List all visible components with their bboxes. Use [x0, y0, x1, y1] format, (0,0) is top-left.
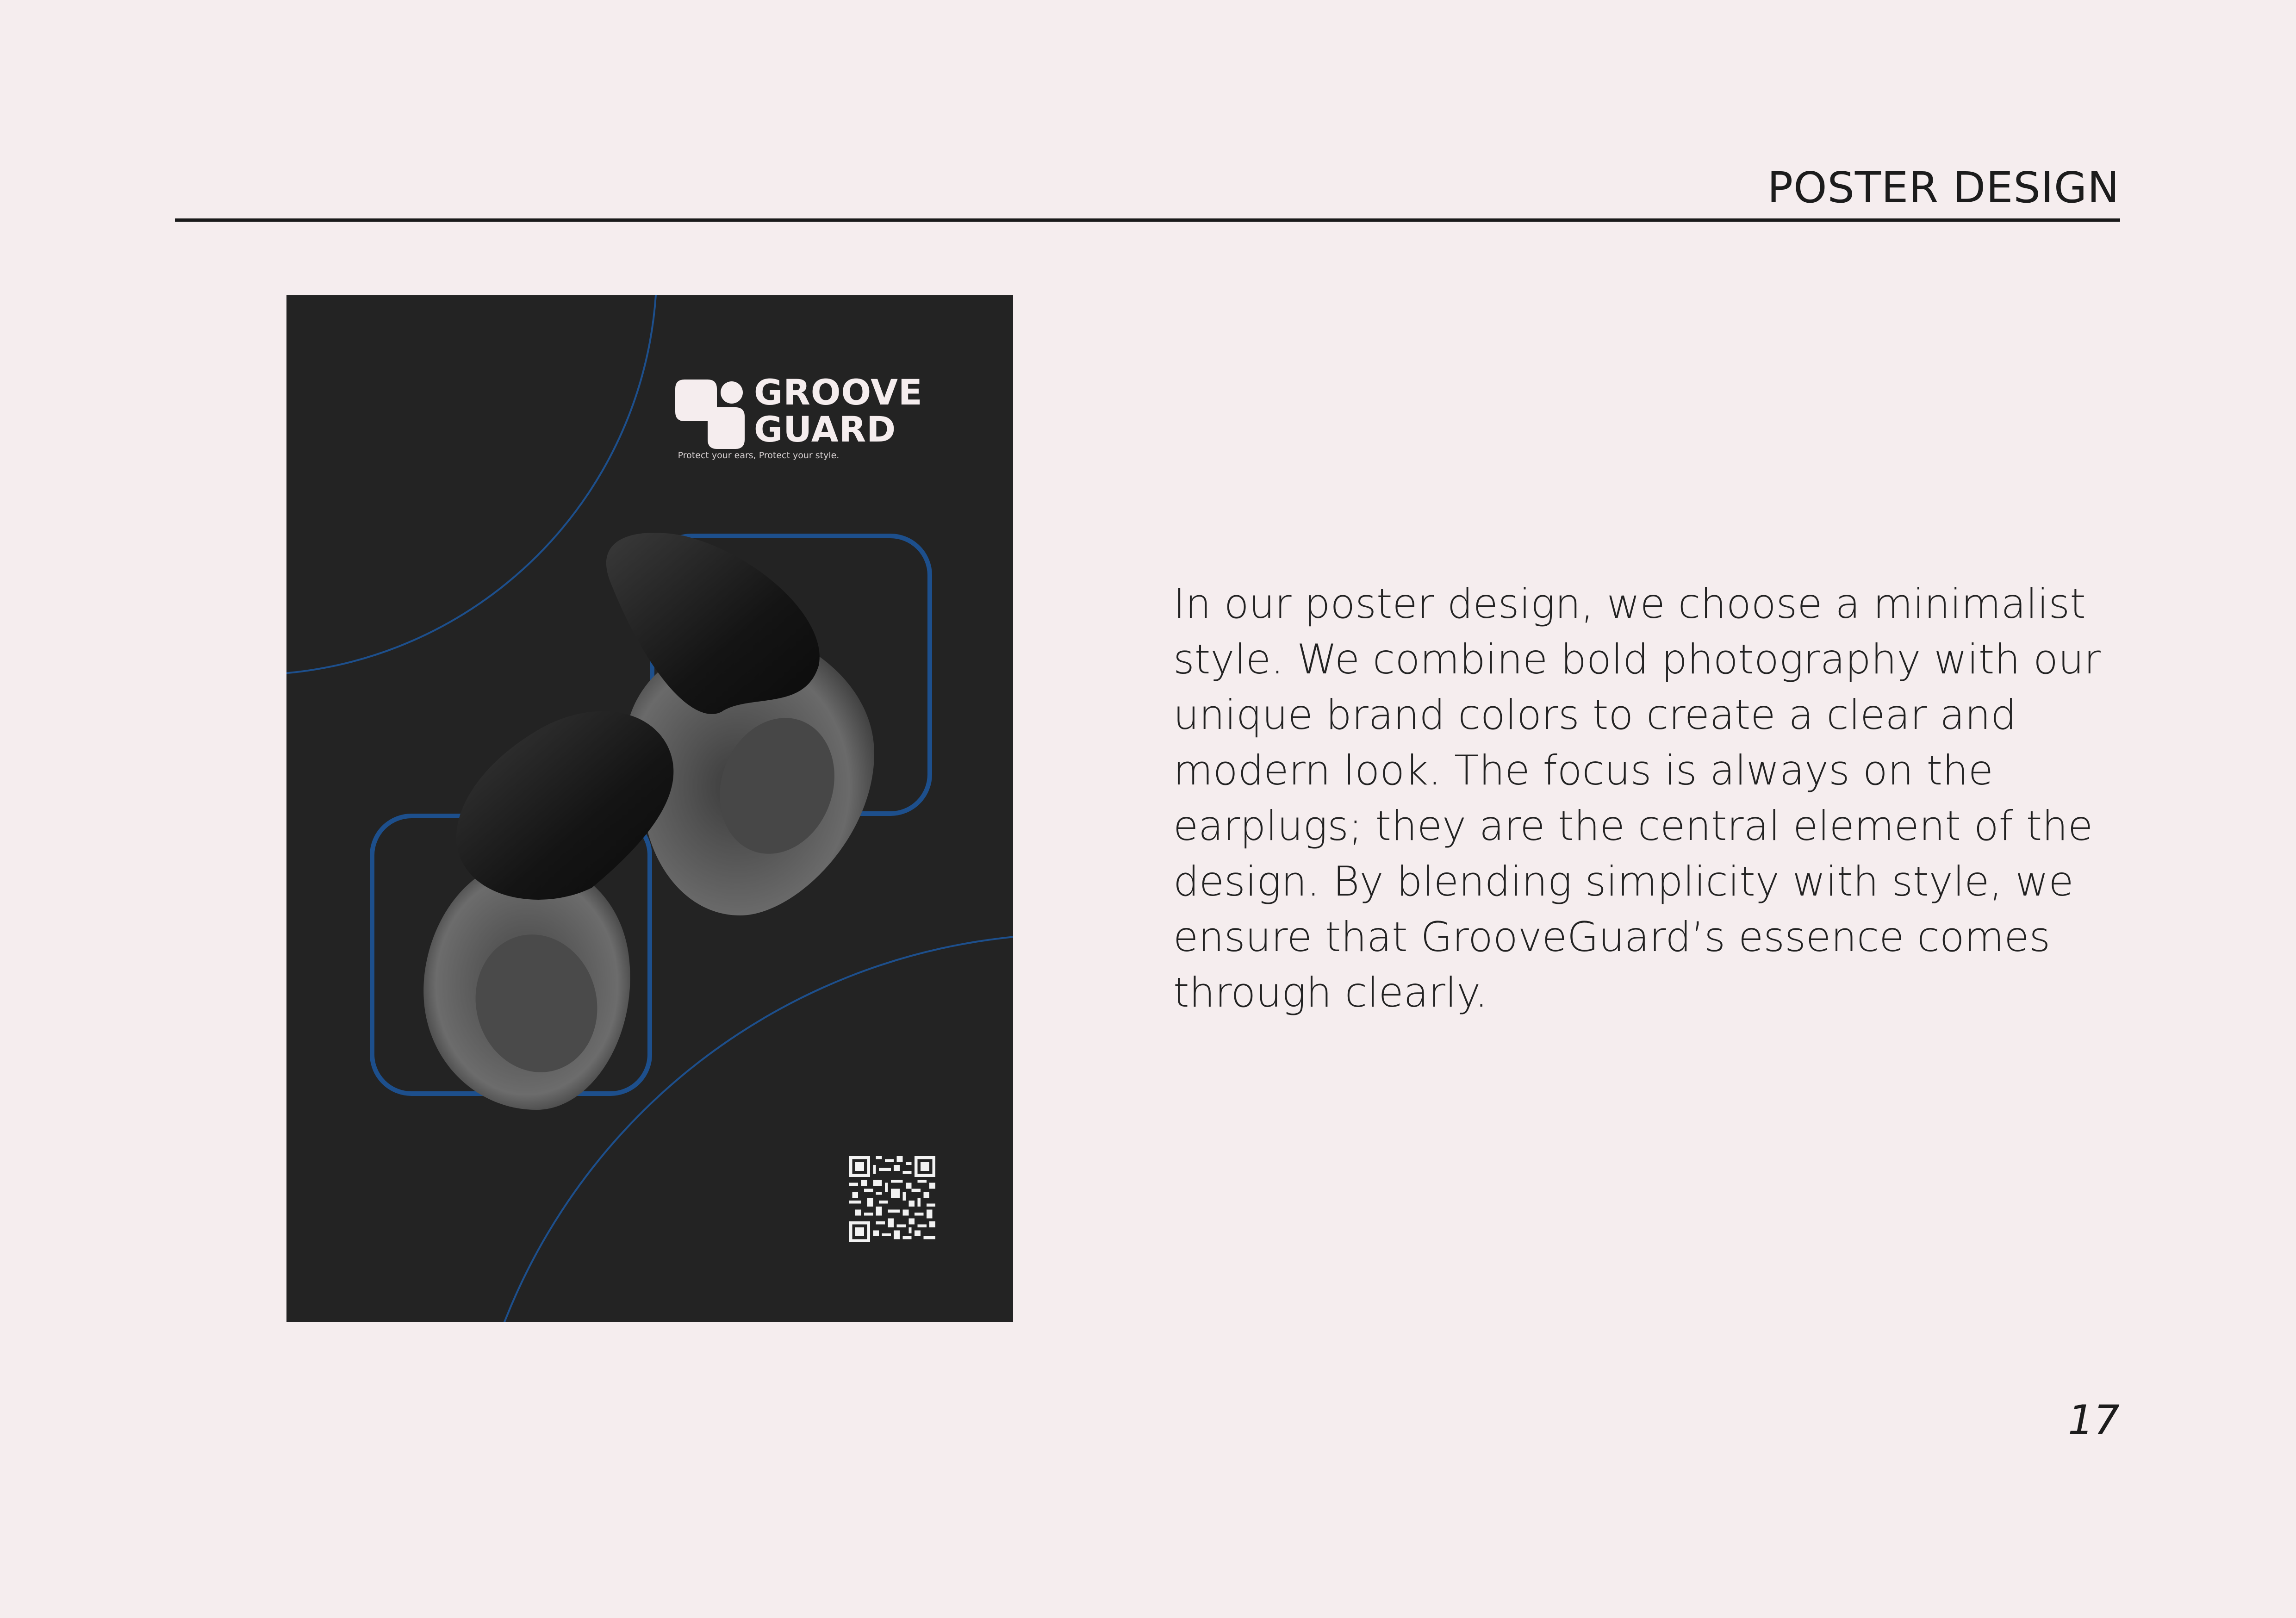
section-title: POSTER DESIGN	[1767, 163, 2120, 212]
brand-name-line1: GROOVE	[754, 372, 923, 413]
header-divider	[175, 218, 2120, 222]
poster-image	[286, 295, 1013, 1322]
decor-arc-top	[286, 295, 657, 675]
brand-name-line2: GUARD	[754, 409, 896, 450]
page-number: 17	[2068, 1396, 2120, 1444]
earplug-left	[423, 711, 673, 1110]
qr-code-icon	[849, 1156, 935, 1242]
poster-tagline: Protect your ears, Protect your style.	[678, 450, 840, 461]
description-paragraph: In our poster design, we choose a minimalist style. We combine bold photography with our unique brand colors to create a clear and modern look. The focus is always on the earplugs; they are the central element of the design. By blending simplicity with style, we ensure that GrooveGuard’s essence comes through clearly.	[1173, 580, 2101, 1016]
brand-mark-icon	[675, 380, 745, 449]
